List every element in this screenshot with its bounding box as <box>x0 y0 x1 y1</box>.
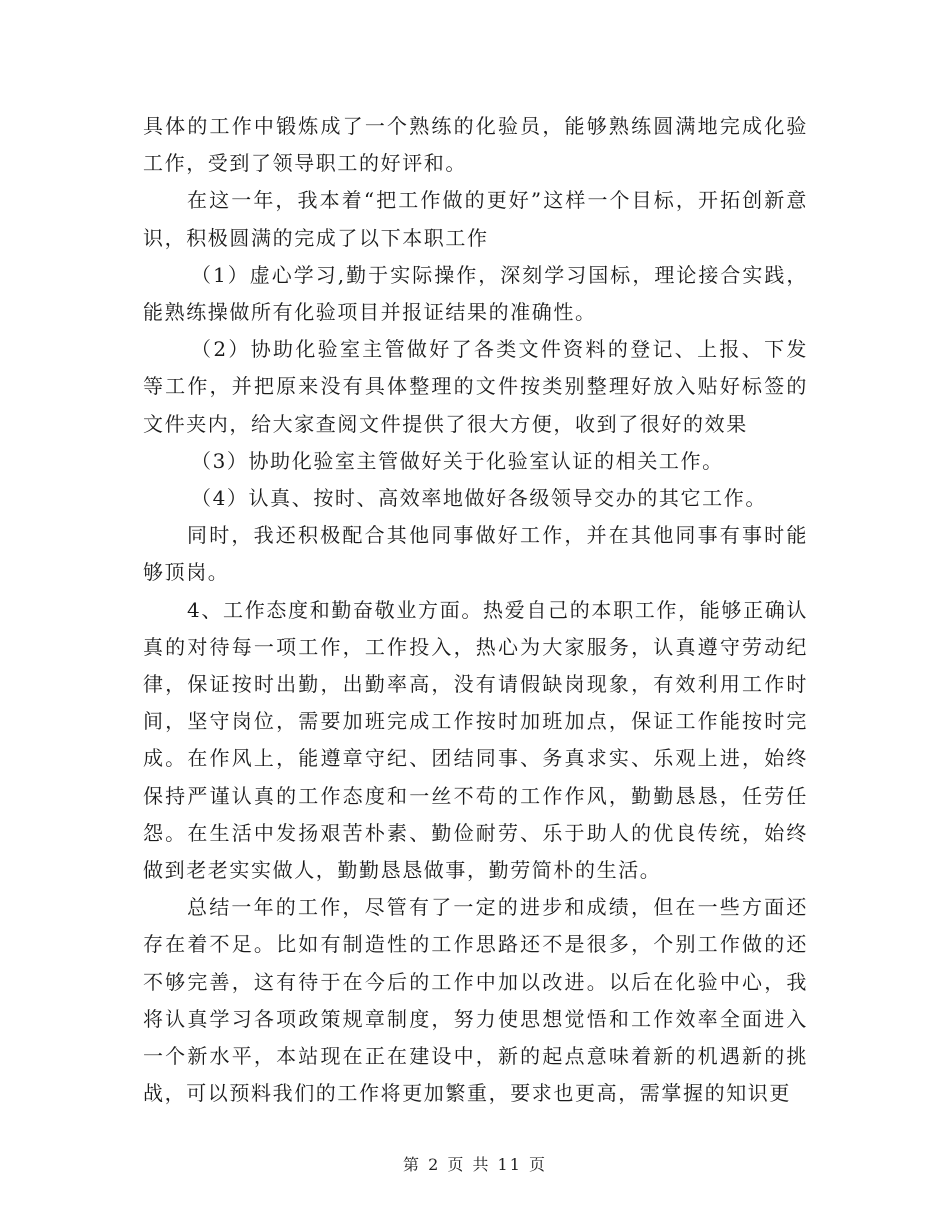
list-item-1: （1）虚心学习,勤于实际操作，深刻学习国标，理论接合实践，能熟练操做所有化验项目并报证结果的准确性。 <box>143 262 808 325</box>
page-body <box>143 108 808 1112</box>
paragraph-cooperation: 同时，我还积极配合其他同事做好工作，并在其他同事有事时能够顶岗。 <box>143 523 808 585</box>
paragraph-intro: 在这一年，我本着“把工作做的更好”这样一个目标，开拓创新意识，积极圆满的完成了以下本职工作 <box>143 188 808 250</box>
paragraph-summary: 总结一年的工作，尽管有了一定的进步和成绩，但在一些方面还存在着不足。比如有制造性的工作思路还不是很多，个别工作做的还不够完善，这有待于在今后的工作中加以改进。以后在化验中心，我将认真学习各项政策规章制度，努力使思想觉悟和工作效率全面进入一个新水平，本站现在正在建设中，新的起点意味着新的机遇新的挑战，可以预料我们的工作将更加繁重，要求也更高，需掌握的知识更 <box>143 895 808 1106</box>
page-number-footer: 第 2 页 共 11 页 <box>403 1155 547 1174</box>
list-item-4: （4）认真、按时、高效率地做好各级领导交办的其它工作。 <box>191 486 767 511</box>
list-item-2: （2）协助化验室主管做好了各类文件资料的登记、上报、下发等工作，并把原来没有具体整理的文件按类别整理好放入贴好标签的文件夹内，给大家查阅文件提供了很大方便，收到了很好的效果 <box>143 337 808 436</box>
paragraph-continuation: 具体的工作中锻炼成了一个熟练的化验员，能够熟练圆满地完成化验工作，受到了领导职工的好评和。 <box>143 114 808 176</box>
list-item-3: （3）协助化验室主管做好关于化验室认证的相关工作。 <box>191 448 724 473</box>
paragraph-work-attitude: 4、工作态度和勤奋敬业方面。热爱自己的本职工作，能够正确认真的对待每一项工作，工作投入，热心为大家服务，认真遵守劳动纪律，保证按时出勤，出勤率高，没有请假缺岗现象，有效利用工作时间，坚守岗位，需要加班完成工作按时加班加点，保证工作能按时完成。在作风上，能遵章守纪、团结同事、务真求实、乐观上进，始终保持严谨认真的工作态度和一丝不苟的工作作风，勤勤恳恳，任劳任怨。在生活中发扬艰苦朴素、勤俭耐劳、乐于助人的优良传统，始终做到老老实实做人，勤勤恳恳做事，勤劳简朴的生活。 <box>143 597 808 883</box>
